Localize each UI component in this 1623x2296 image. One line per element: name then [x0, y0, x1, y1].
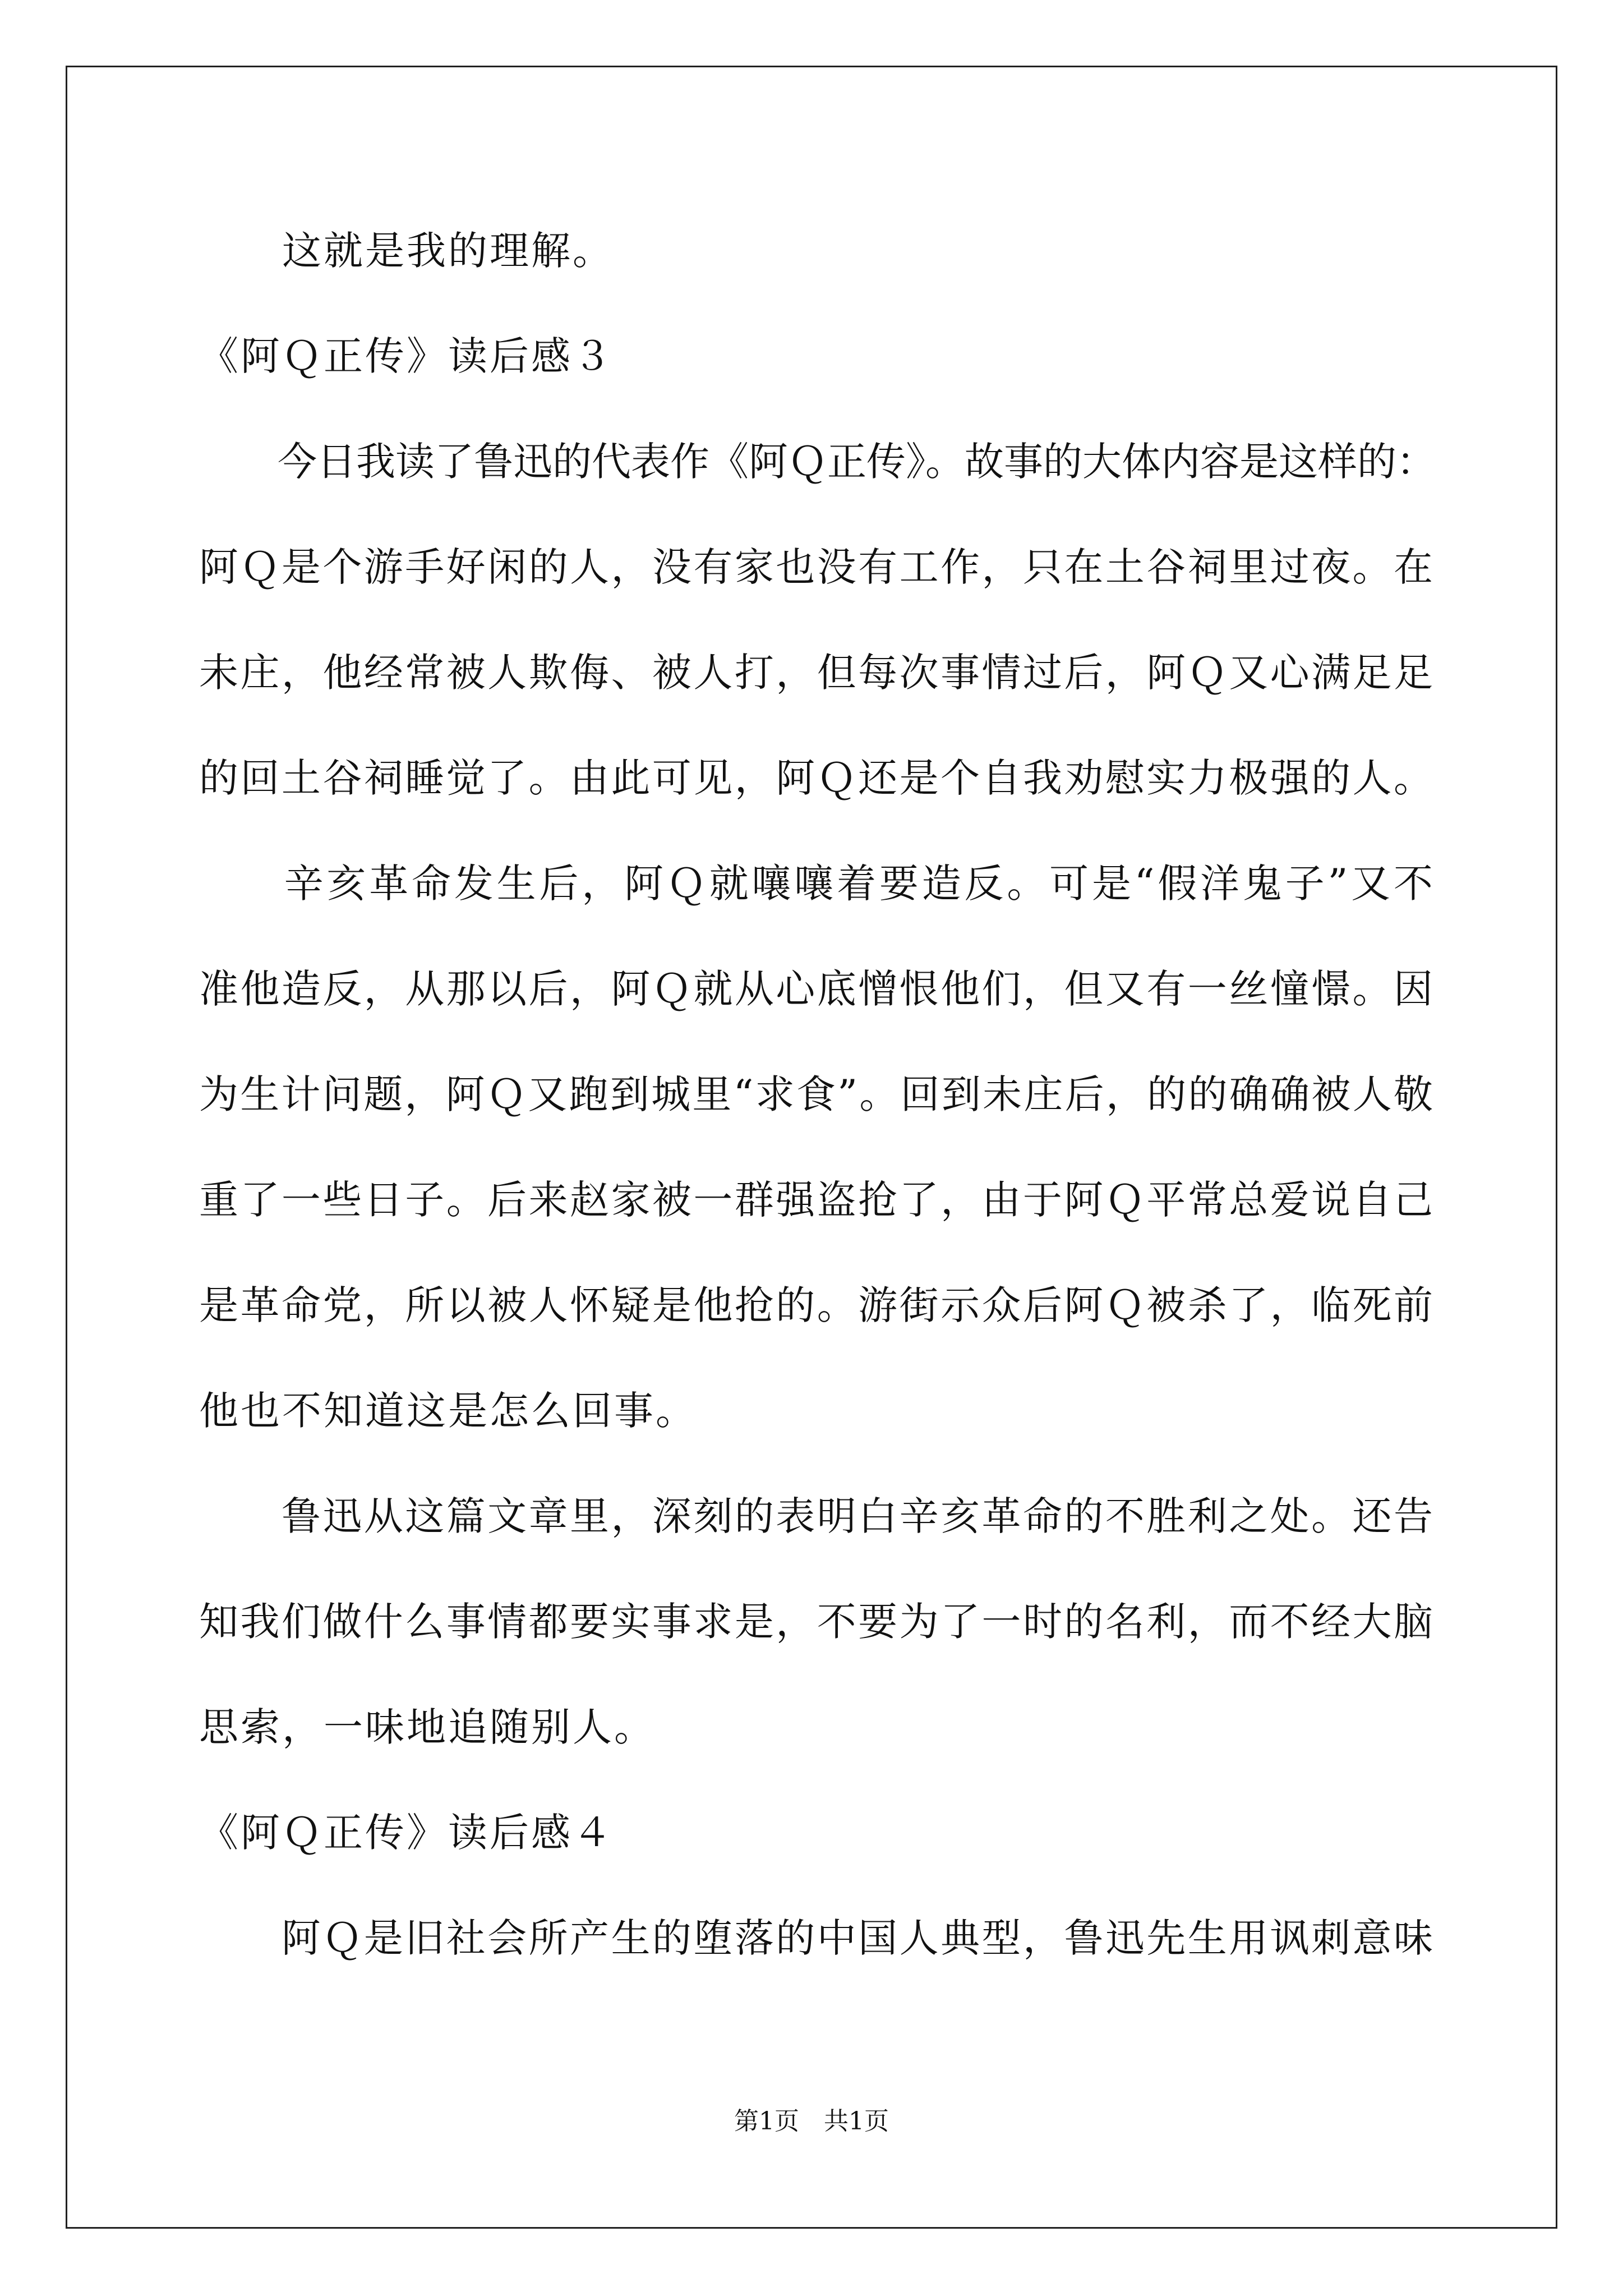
paragraph-line: 重了一些日子。后来赵家被一群强盗抢了，由于阿Ｑ平常总爱说自己	[199, 1177, 1433, 1223]
paragraph-line: 这就是我的理解。	[199, 228, 614, 274]
section-heading: 《阿Ｑ正传》读后感４	[199, 1810, 614, 1856]
paragraph-line: 辛亥革命发生后，阿Ｑ就嚷嚷着要造反。可是“假洋鬼子”又不	[199, 861, 1433, 907]
paragraph-line: 阿Ｑ是个游手好闲的人，没有家也没有工作，只在土谷祠里过夜。在	[199, 544, 1433, 590]
paragraph-line: 准他造反，从那以后，阿Ｑ就从心底憎恨他们，但又有一丝憧憬。因	[199, 966, 1433, 1012]
page-footer: 第1页 共1页	[734, 2107, 889, 2136]
paragraph-line: 他也不知道这是怎么回事。	[199, 1388, 697, 1434]
paragraph-line: 思索，一味地追随别人。	[199, 1704, 656, 1750]
paragraph-line: 知我们做什么事情都要实事求是，不要为了一时的名利，而不经大脑	[199, 1599, 1433, 1645]
paragraph-line: 未庄，他经常被人欺侮、被人打，但每次事情过后，阿Ｑ又心满足足	[199, 650, 1433, 696]
page-border	[66, 66, 1557, 2229]
paragraph-line: 鲁迅从这篇文章里，深刻的表明白辛亥革命的不胜利之处。还告	[199, 1493, 1433, 1539]
section-heading: 《阿Ｑ正传》读后感３	[199, 333, 614, 379]
paragraph-line: 为生计问题，阿Ｑ又跑到城里“求食”。回到未庄后，的的确确被人敬	[199, 1071, 1433, 1117]
paragraph-line: 阿Ｑ是旧社会所产生的堕落的中国人典型，鲁迅先生用讽刺意味	[199, 1915, 1433, 1961]
paragraph-line: 的回土谷祠睡觉了。由此可见，阿Ｑ还是个自我劝慰实力极强的人。	[199, 755, 1433, 801]
paragraph-line: 今日我读了鲁迅的代表作《阿Ｑ正传》。故事的大体内容是这样的：	[199, 439, 1436, 485]
paragraph-line: 是革命党，所以被人怀疑是他抢的。游街示众后阿Ｑ被杀了，临死前	[199, 1282, 1433, 1328]
